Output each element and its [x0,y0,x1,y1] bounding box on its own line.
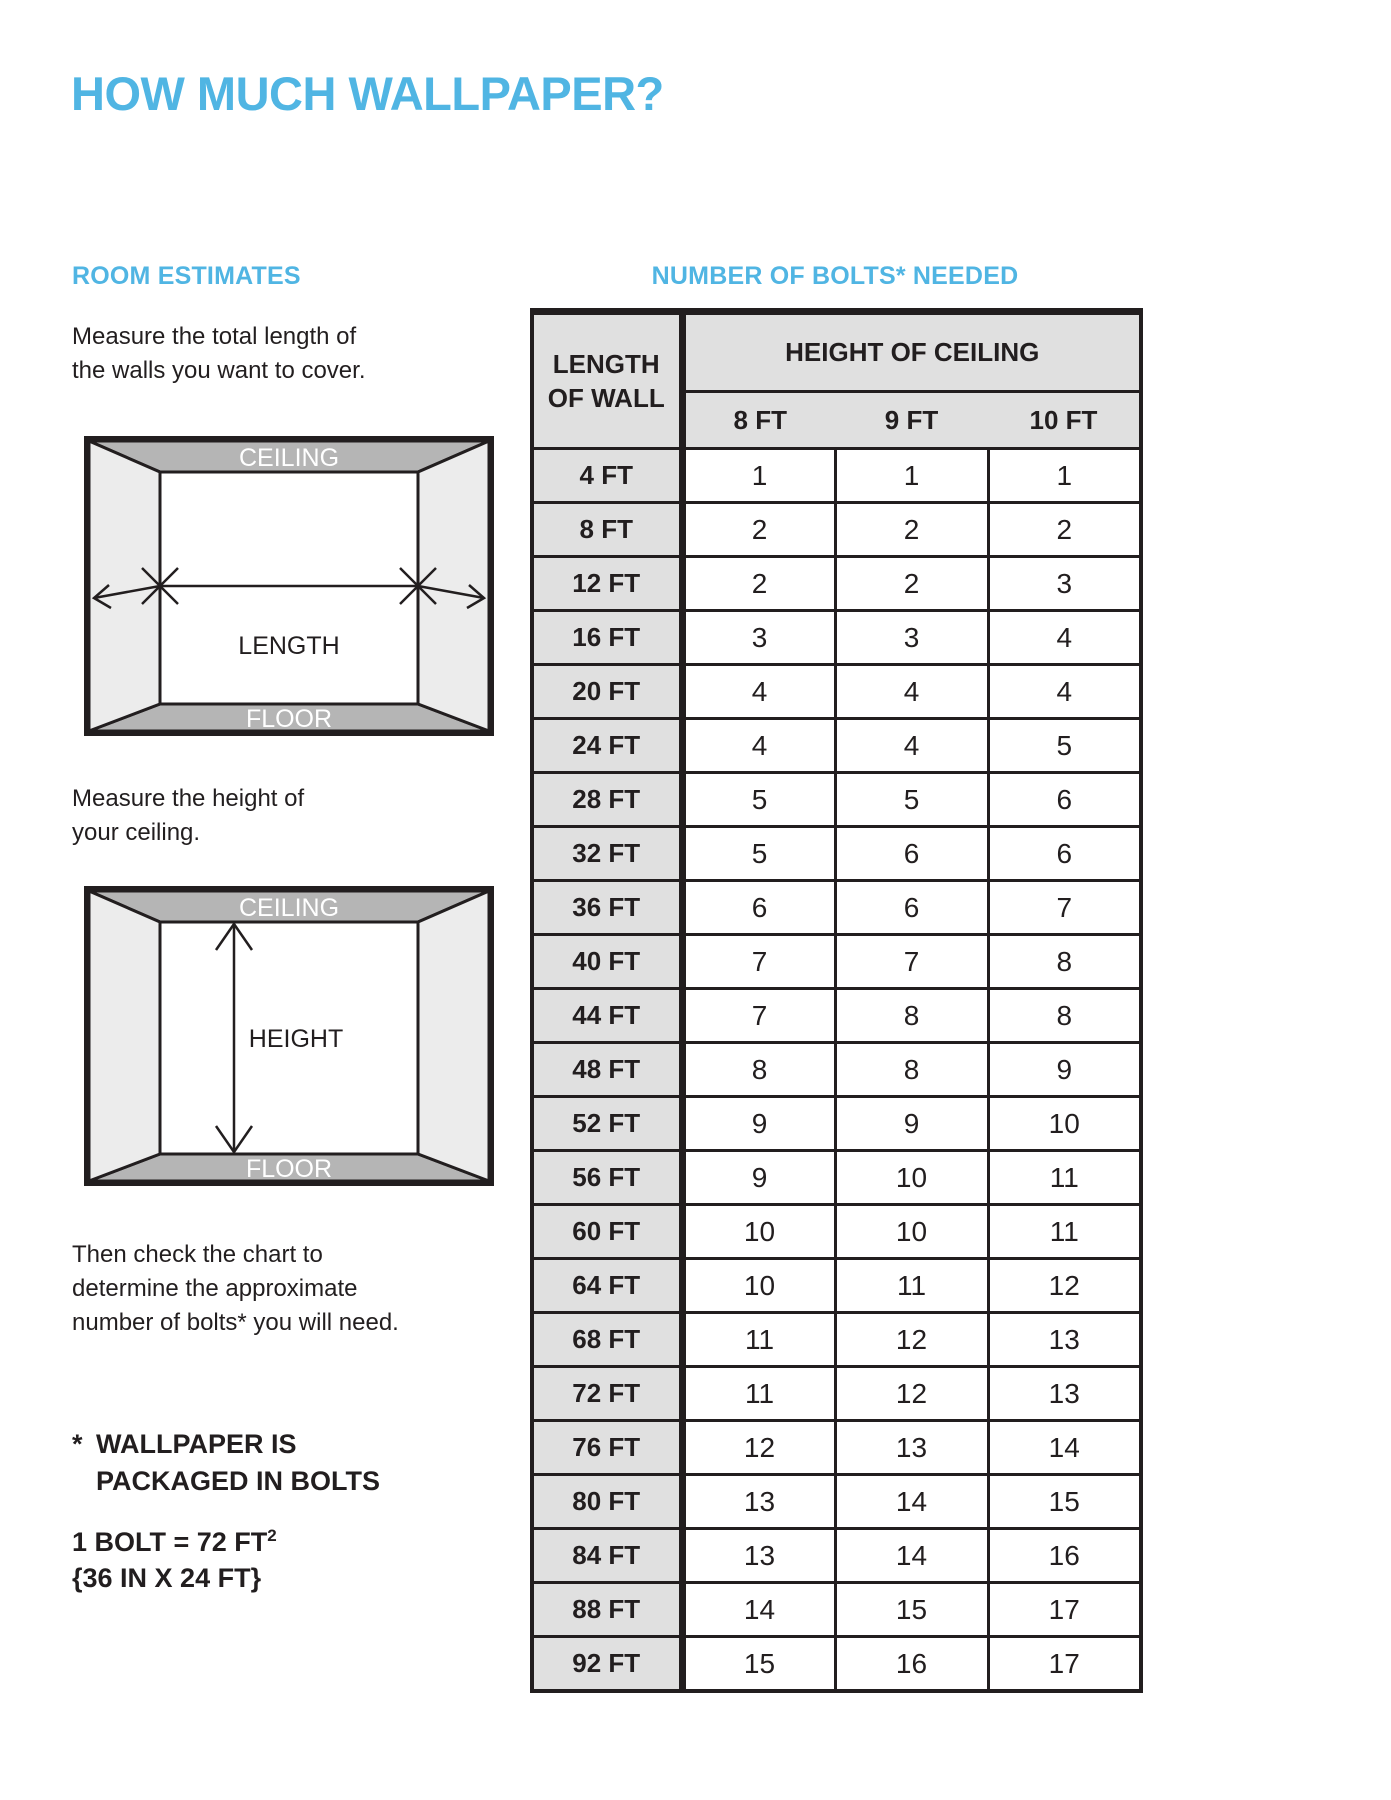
bolt-count-cell: 4 [682,719,835,773]
wall-length-label: 92 FT [532,1637,682,1692]
wall-length-label: 40 FT [532,935,682,989]
bolt-count-cell: 5 [835,773,988,827]
room-height-diagram [84,886,494,1186]
bolt-count-cell: 2 [682,557,835,611]
bolt-count-cell: 9 [682,1151,835,1205]
length-of-wall-header: LENGTH OF WALL [532,312,682,449]
table-row [532,449,1141,503]
height-label: HEIGHT [248,1025,344,1053]
wall-length-label: 4 FT [532,449,682,503]
measure-length-paragraph [72,320,365,388]
table-header-row [532,312,1141,392]
bolt-count-cell: 9 [835,1097,988,1151]
table-row [532,1043,1141,1097]
asterisk: * [72,1429,83,1459]
exponent: 2 [267,1526,277,1545]
bolt-count-cell: 8 [988,989,1141,1043]
bolt-count-cell: 6 [988,773,1141,827]
bolt-count-cell: 10 [835,1205,988,1259]
back-wall-face [160,472,418,704]
bolt-count-cell: 6 [835,881,988,935]
wall-length-label: 68 FT [532,1313,682,1367]
bolt-count-cell: 7 [835,935,988,989]
bolt-count-cell: 4 [988,611,1141,665]
bolt-dimensions: {36 IN X 24 FT} [72,1563,262,1593]
bolt-count-cell: 12 [835,1313,988,1367]
table-row [532,881,1141,935]
bolt-count-cell: 3 [988,557,1141,611]
right-wall-face [418,891,489,1181]
table-row [532,1583,1141,1637]
wall-length-label: 52 FT [532,1097,682,1151]
left-wall-face [89,891,160,1181]
bolt-count-cell: 15 [682,1637,835,1692]
paragraph-line: number of bolts* you will need. [72,1309,399,1336]
column-header-8ft: 8 FT [682,392,835,449]
wall-length-label: 56 FT [532,1151,682,1205]
bolt-count-cell: 8 [835,989,988,1043]
bolt-count-cell: 1 [988,449,1141,503]
bolt-count-cell: 13 [988,1367,1141,1421]
bolt-count-cell: 15 [988,1475,1141,1529]
bolt-count-cell: 4 [682,665,835,719]
table-row [532,773,1141,827]
paragraph-line: Measure the height of [72,785,305,812]
paragraph-line: the walls you want to cover. [72,357,366,384]
bolt-count-cell: 13 [682,1529,835,1583]
bolt-count-cell: 8 [988,935,1141,989]
check-chart-paragraph [72,1238,399,1340]
table-row [532,827,1141,881]
bolt-count-cell: 14 [988,1421,1141,1475]
wall-length-label: 44 FT [532,989,682,1043]
table-row [532,1259,1141,1313]
bolt-count-cell: 13 [835,1421,988,1475]
bolt-count-cell: 11 [835,1259,988,1313]
table-row [532,557,1141,611]
right-wall-face [418,441,489,731]
bolt-count-cell: 10 [682,1205,835,1259]
bolt-size-info [72,1524,277,1596]
bolt-count-cell: 6 [835,827,988,881]
paragraph-line: determine the approximate [72,1275,358,1302]
wall-length-label: 76 FT [532,1421,682,1475]
floor-label: FLOOR [245,1155,333,1183]
table-row [532,719,1141,773]
table-row [532,665,1141,719]
wall-length-label: 64 FT [532,1259,682,1313]
footnote-line: WALLPAPER IS [96,1429,297,1459]
bolt-equation: 1 BOLT = 72 $FT^2$ [72,1526,277,1557]
bolt-count-cell: 11 [988,1205,1141,1259]
bolt-count-cell: 14 [835,1529,988,1583]
bolt-count-cell: 13 [988,1313,1141,1367]
bolt-count-cell: 9 [988,1043,1141,1097]
left-wall-face [89,441,160,731]
bolt-count-cell: 6 [682,881,835,935]
bolt-count-cell: 13 [682,1475,835,1529]
bolt-count-cell: 12 [835,1367,988,1421]
wall-length-label: 48 FT [532,1043,682,1097]
bolt-count-cell: 11 [682,1313,835,1367]
wall-length-label: 84 FT [532,1529,682,1583]
table-row [532,1475,1141,1529]
column-header-9ft: 9 FT [835,392,988,449]
bolts-table-container [530,308,1143,1693]
bolt-count-cell: 5 [682,827,835,881]
wall-length-label: 88 FT [532,1583,682,1637]
bolt-count-cell: 3 [835,611,988,665]
table-row [532,1097,1141,1151]
floor-label: FLOOR [245,705,333,733]
bolt-count-cell: 1 [835,449,988,503]
table-row [532,935,1141,989]
bolt-count-cell: 5 [988,719,1141,773]
wall-length-label: 24 FT [532,719,682,773]
room-estimates-heading: ROOM ESTIMATES [72,262,301,290]
ceiling-label: CEILING [238,444,340,472]
room-length-diagram-svg [84,436,494,736]
bolt-count-cell: 8 [835,1043,988,1097]
table-row [532,1421,1141,1475]
table-row [532,1205,1141,1259]
bolt-count-cell: 2 [835,503,988,557]
wall-length-label: 60 FT [532,1205,682,1259]
bolt-count-cell: 16 [988,1529,1141,1583]
footnote-line: PACKAGED IN BOLTS [96,1466,381,1496]
bolt-count-cell: 11 [988,1151,1141,1205]
bolt-count-cell: 16 [835,1637,988,1692]
column-header-10ft: 10 FT [988,392,1141,449]
wall-length-label: 8 FT [532,503,682,557]
paragraph-line: your ceiling. [72,819,201,846]
bolts-table [530,308,1143,1693]
length-label: LENGTH [238,632,340,660]
bolts-table-body [532,449,1141,1692]
table-row [532,1367,1141,1421]
bolt-count-cell: 6 [988,827,1141,881]
bolts-footnote [72,1426,380,1500]
height-of-ceiling-header: HEIGHT OF CEILING [682,312,1141,392]
bolt-count-cell: 4 [835,665,988,719]
bolt-count-cell: 14 [835,1475,988,1529]
bolt-count-cell: 4 [835,719,988,773]
wall-length-label: 36 FT [532,881,682,935]
bolt-count-cell: 3 [682,611,835,665]
table-row [532,1151,1141,1205]
room-length-diagram [84,436,494,736]
number-of-bolts-heading: NUMBER OF BOLTS* NEEDED [651,262,1019,290]
footnote-text [96,1426,380,1500]
page-title: HOW MUCH WALLPAPER? [71,67,664,120]
bolt-count-cell: 10 [835,1151,988,1205]
paragraph-line: Measure the total length of [72,323,357,350]
bolt-count-cell: 4 [988,665,1141,719]
table-row [532,503,1141,557]
bolt-count-cell: 8 [682,1043,835,1097]
bolt-count-cell: 5 [682,773,835,827]
bolt-count-cell: 12 [682,1421,835,1475]
paragraph-line: Then check the chart to [72,1241,323,1268]
bolt-count-cell: 10 [988,1097,1141,1151]
bolt-count-cell: 10 [682,1259,835,1313]
wall-length-label: 20 FT [532,665,682,719]
table-row [532,1637,1141,1692]
wall-length-label: 28 FT [532,773,682,827]
bolt-count-cell: 14 [682,1583,835,1637]
bolt-count-cell: 1 [682,449,835,503]
room-height-diagram-svg [84,886,494,1186]
bolt-count-cell: 7 [682,935,835,989]
table-row [532,989,1141,1043]
table-row [532,611,1141,665]
bolt-count-cell: 2 [988,503,1141,557]
bolt-count-cell: 17 [988,1583,1141,1637]
measure-height-paragraph [72,782,304,850]
bolt-count-cell: 15 [835,1583,988,1637]
bolt-count-cell: 9 [682,1097,835,1151]
bolt-count-cell: 11 [682,1367,835,1421]
wall-length-label: 16 FT [532,611,682,665]
table-row [532,1313,1141,1367]
bolt-count-cell: 2 [682,503,835,557]
table-row [532,1529,1141,1583]
ceiling-label: CEILING [238,894,340,922]
wall-length-label: 72 FT [532,1367,682,1421]
bolt-count-cell: 2 [835,557,988,611]
bolt-count-cell: 7 [988,881,1141,935]
bolt-count-cell: 12 [988,1259,1141,1313]
bolt-count-cell: 7 [682,989,835,1043]
wall-length-label: 32 FT [532,827,682,881]
wall-length-label: 80 FT [532,1475,682,1529]
wall-length-label: 12 FT [532,557,682,611]
bolt-count-cell: 17 [988,1637,1141,1692]
